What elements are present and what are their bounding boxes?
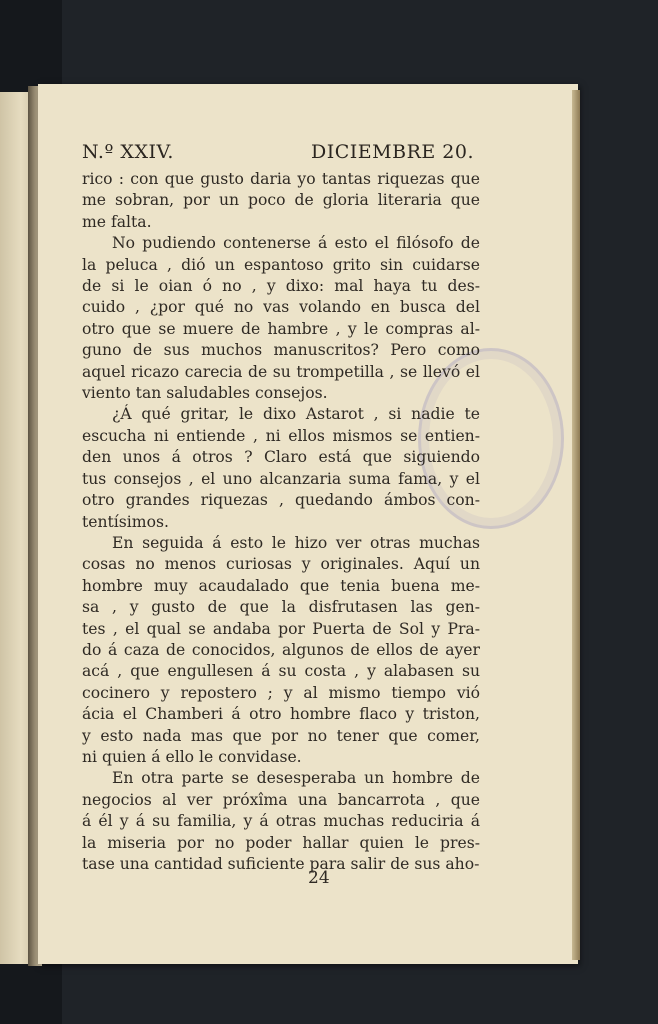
text-line: cocinero y repostero ; y al mismo tiempo vió [82, 683, 480, 702]
text-line: la peluca , dió un espantoso grito sin cuidarse [82, 255, 480, 274]
issue-date: DICIEMBRE 20. [311, 141, 474, 163]
text-line: cosas no menos curiosas y originales. Aquí un [82, 555, 480, 574]
text-line: ni quien á ello le convidase. [82, 747, 302, 766]
text-line: tes , el qual se andaba por Puerta de Sol y Pra- [82, 619, 480, 638]
page-number: 24 [308, 868, 330, 888]
text-line: cuido , ¿por qué no vas volando en busca del [82, 298, 480, 317]
text-line: de si le oian ó no , y dixo: mal haya tu des- [82, 277, 480, 296]
running-header [82, 141, 474, 171]
text-line: negocios al ver próxîma una bancarrota , que [82, 790, 480, 809]
body-text [82, 169, 480, 875]
text-line: sa , y gusto de que la disfrutasen las gen- [82, 598, 480, 617]
text-line: aquel ricazo carecia de su trompetilla , se llevó el [82, 362, 480, 381]
text-line: No pudiendo contenerse á esto el filósofo de [112, 234, 480, 253]
text-line: den unos á otros ? Claro está que siguiendo [82, 448, 480, 467]
text-line: ¿Á qué gritar, le dixo Astarot , si nadie te [112, 405, 480, 424]
text-line: otro grandes riquezas , quedando ámbos con- [82, 491, 480, 510]
text-line: rico : con que gusto daria yo tantas riquezas que [82, 170, 480, 188]
text-line: do á caza de conocidos, algunos de ellos de ayer [82, 640, 480, 659]
text-line: En otra parte se desesperaba un hombre de [112, 769, 480, 788]
text-line: guno de sus muchos manuscritos? Pero como [82, 341, 480, 360]
page-fore-edge [572, 90, 580, 960]
issue-number: N.º XXIV. [82, 141, 174, 163]
text-line: viento tan saludables consejos. [82, 384, 328, 403]
text-line: tus consejos , el uno alcanzaria suma fama, y el [82, 469, 480, 488]
text-line: á él y á su familia, y á otras muchas reduciria á [82, 812, 480, 831]
previous-page-edge [0, 92, 31, 964]
text-line: y esto nada mas que por no tener que comer, [82, 726, 480, 745]
text-line: me sobran, por un poco de gloria literaria que [82, 191, 480, 210]
text-line: la miseria por no poder hallar quien le pres- [82, 833, 480, 852]
text-line: tentísimos. [82, 512, 169, 531]
text-line: ácia el Chamberi á otro hombre flaco y triston, [82, 705, 480, 724]
text-line: tase una cantidad suficiente para salir de sus aho- [82, 855, 480, 873]
text-line: hombre muy acaudalado que tenia buena me- [82, 576, 480, 595]
text-line: otro que se muere de hambre , y le compras al- [82, 319, 480, 338]
text-line: me falta. [82, 212, 152, 231]
text-line: En seguida á esto le hizo ver otras muchas [112, 533, 480, 552]
text-line: escucha ni entiende , ni ellos mismos se entien- [82, 426, 480, 445]
text-line: acá , que engullesen á su costa , y alabasen su [82, 662, 480, 681]
